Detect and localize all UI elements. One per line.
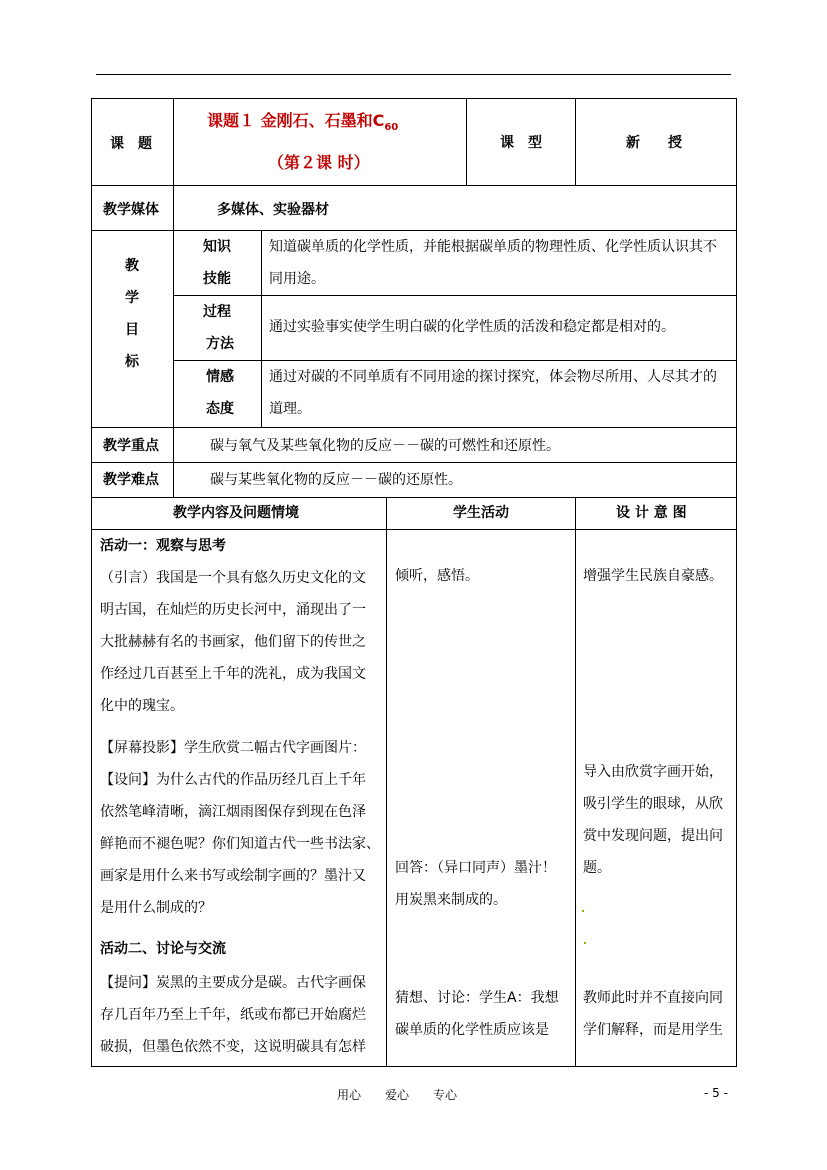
goal-attitude-label-1: 情感 (206, 369, 234, 385)
design-3-line-1: 教师此时并不直接向同 (583, 990, 723, 1006)
student-activity-1: 倾听，感悟。 (395, 568, 479, 584)
student-guess-line-1: 猜想、讨论：学生A：我想 (395, 990, 559, 1006)
intro-line-5: 化中的瑰宝。 (100, 698, 184, 714)
goal-process-label-1: 过程 (203, 304, 231, 320)
design-2-line-3: 赏中发现问题，提出问 (583, 828, 723, 844)
intro-line-1: （引言）我国是一个具有悠久历史文化的文 (100, 570, 366, 586)
design-3-line-2: 学们解释，而是用学生 (583, 1022, 723, 1038)
student-answer-line-1: 回答：（异口同声）墨汁！ (395, 860, 556, 876)
student-guess-line-2: 碳单质的化学性质应该是 (395, 1022, 549, 1038)
goal-attitude-line-1: 通过对碳的不同单质有不同用途的探讨探究，体会物尽所用、人尽其才的 (269, 369, 717, 385)
goals-char-4: 标 (125, 354, 139, 370)
question-line-3: 依然笔峰清晰，滴江烟雨图保存到现在色泽 (100, 804, 366, 820)
design-header: 设 计 意 图 (616, 505, 687, 521)
stray-mark (584, 942, 586, 944)
question-line-4: 鲜艳而不褪色呢？你们知道古代一些书法家、 (100, 836, 380, 852)
student-header: 学生活动 (453, 505, 509, 521)
question-line-1: 【屏幕投影】学生欣赏二幅古代字画图片： (100, 740, 366, 756)
goal-process-label-2: 方法 (206, 336, 234, 352)
media-label: 教学媒体 (103, 202, 159, 218)
question-line-6: 是用什么制成的？ (100, 900, 212, 916)
difficulty-value: 碳与某些氧化物的反应－－碳的还原性。 (210, 472, 462, 488)
goal-attitude-line-2: 道理。 (269, 401, 311, 417)
key-points-label: 教学重点 (103, 438, 159, 454)
type-value: 新 授 (626, 135, 682, 151)
media-value: 多媒体、实验器材 (217, 202, 329, 218)
ask-line-3: 破损，但墨色依然不变，这说明碳具有怎样 (100, 1039, 366, 1055)
lesson-period: （第２课 时） (268, 153, 370, 172)
activity2-title: 活动二、讨论与交流 (100, 941, 226, 957)
page-number: - 5 - (704, 1086, 728, 1100)
footer-motto: 用心 爱心 专心 (337, 1088, 458, 1102)
header-rule (96, 74, 731, 75)
content-header: 教学内容及问题情境 (173, 505, 299, 521)
design-1: 增强学生民族自豪感。 (583, 568, 723, 584)
intro-line-4: 作经过几百甚至上千年的洗礼，成为我国文 (100, 666, 366, 682)
intro-line-3: 大批赫赫有名的书画家，他们留下的传世之 (100, 634, 366, 650)
goals-char-3: 目 (125, 322, 139, 338)
topic-label: 课 题 (110, 136, 152, 152)
lesson-title (207, 112, 398, 137)
intro-line-2: 明古国，在灿烂的历史长河中，涌现出了一 (100, 602, 366, 618)
goal-knowledge-label-2: 技能 (203, 271, 231, 287)
design-2-line-2: 吸引学生的眼球，从欣 (583, 796, 723, 812)
goal-knowledge-line-1: 知道碳单质的化学性质，并能根据碳单质的物理性质、化学性质认识其不 (269, 239, 717, 255)
question-line-5: 画家是用什么来书写或绘制字画的？墨汁又 (100, 868, 366, 884)
ask-line-1: 【提问】炭黑的主要成分是碳。古代字画保 (100, 975, 366, 991)
stray-mark (582, 910, 584, 912)
type-label: 课 型 (500, 135, 542, 151)
goals-char-2: 学 (125, 290, 139, 306)
difficulty-label: 教学难点 (103, 472, 159, 488)
lesson-title-subscript: 60 (384, 122, 399, 134)
student-answer-line-2: 用炭黑来制成的。 (395, 892, 507, 908)
question-line-2: 【设问】为什么古代的作品历经几百上千年 (100, 772, 366, 788)
goal-knowledge-line-2: 同用途。 (269, 271, 325, 287)
goal-knowledge-label-1: 知识 (203, 239, 231, 255)
goal-attitude-label-2: 态度 (206, 401, 234, 417)
key-points-value: 碳与氧气及某些氧化物的反应－－碳的可燃性和还原性。 (210, 438, 560, 454)
goals-char-1: 教 (125, 258, 139, 274)
activity1-title: 活动一：观察与思考 (100, 538, 226, 554)
design-2-line-4: 题。 (583, 860, 611, 876)
goal-process-line-1: 通过实验事实使学生明白碳的化学性质的活泼和稳定都是相对的。 (269, 319, 675, 335)
design-2-line-1: 导入由欣赏字画开始， (583, 764, 723, 780)
lesson-title-text: 课题１ 金刚石、石墨和C (207, 111, 385, 130)
ask-line-2: 存几百年乃至上千年，纸或布都已开始腐烂 (100, 1007, 366, 1023)
